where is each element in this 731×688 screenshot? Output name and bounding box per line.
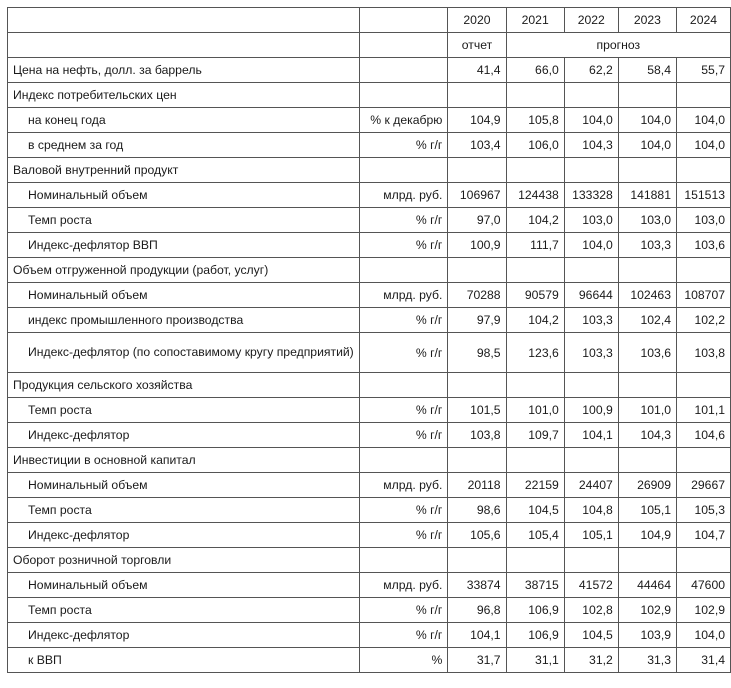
empty-cell bbox=[676, 83, 730, 108]
unit-cell: % г/г bbox=[359, 208, 448, 233]
empty-cell bbox=[676, 258, 730, 283]
value-cell-2023: 102,9 bbox=[618, 598, 676, 623]
value-cell-2024: 31,4 bbox=[676, 648, 730, 673]
value-cell-2021: 111,7 bbox=[506, 233, 564, 258]
value-cell-2020: 97,9 bbox=[448, 308, 506, 333]
value-cell-2022: 103,3 bbox=[564, 333, 618, 373]
empty-cell bbox=[359, 83, 448, 108]
empty-cell bbox=[564, 548, 618, 573]
value-cell-2020: 98,5 bbox=[448, 333, 506, 373]
value-cell-2023: 104,3 bbox=[618, 423, 676, 448]
empty-cell bbox=[506, 83, 564, 108]
value-cell-2021: 106,0 bbox=[506, 133, 564, 158]
value-cell-2023: 31,3 bbox=[618, 648, 676, 673]
value-cell-2022: 104,5 bbox=[564, 623, 618, 648]
empty-cell bbox=[564, 448, 618, 473]
section-title: Инвестиции в основной капитал bbox=[8, 448, 360, 473]
value-cell-2024: 55,7 bbox=[676, 58, 730, 83]
header-row-years bbox=[8, 8, 731, 33]
section-title: Объем отгруженной продукции (работ, услуг) bbox=[8, 258, 360, 283]
section-row bbox=[8, 373, 731, 398]
value-cell-2024: 47600 bbox=[676, 573, 730, 598]
value-cell-2023: 44464 bbox=[618, 573, 676, 598]
indicator-name: Индекс-дефлятор (по сопоставимому кругу предприятий) bbox=[8, 333, 360, 373]
year-header-2021: 2021 bbox=[506, 8, 564, 33]
unit-cell: % г/г bbox=[359, 423, 448, 448]
value-cell-2021: 105,4 bbox=[506, 523, 564, 548]
table-header bbox=[8, 8, 731, 58]
value-cell-2024: 105,3 bbox=[676, 498, 730, 523]
empty-cell bbox=[618, 83, 676, 108]
value-cell-2024: 104,0 bbox=[676, 133, 730, 158]
value-cell-2023: 58,4 bbox=[618, 58, 676, 83]
value-cell-2022: 103,0 bbox=[564, 208, 618, 233]
indicator-name: Индекс-дефлятор bbox=[8, 423, 360, 448]
value-cell-2021: 104,5 bbox=[506, 498, 564, 523]
empty-cell bbox=[448, 158, 506, 183]
table-row bbox=[8, 573, 731, 598]
value-cell-2020: 104,1 bbox=[448, 623, 506, 648]
value-cell-2024: 104,6 bbox=[676, 423, 730, 448]
indicator-name: на конец года bbox=[8, 108, 360, 133]
value-cell-2021: 123,6 bbox=[506, 333, 564, 373]
unit-cell: % г/г bbox=[359, 623, 448, 648]
table-row bbox=[8, 498, 731, 523]
indicator-name: Цена на нефть, долл. за баррель bbox=[8, 58, 360, 83]
value-cell-2020: 96,8 bbox=[448, 598, 506, 623]
table-body bbox=[8, 58, 731, 673]
empty-cell bbox=[618, 548, 676, 573]
unit-cell: % bbox=[359, 648, 448, 673]
unit-cell: млрд. руб. bbox=[359, 473, 448, 498]
value-cell-2020: 20118 bbox=[448, 473, 506, 498]
value-cell-2024: 151513 bbox=[676, 183, 730, 208]
header-unit-cell bbox=[359, 8, 448, 33]
value-cell-2023: 102,4 bbox=[618, 308, 676, 333]
empty-cell bbox=[359, 448, 448, 473]
header-corner-cell bbox=[8, 8, 360, 33]
table-row bbox=[8, 233, 731, 258]
table-row bbox=[8, 333, 731, 373]
value-cell-2020: 98,6 bbox=[448, 498, 506, 523]
indicator-name: Темп роста bbox=[8, 598, 360, 623]
indicator-name: Номинальный объем bbox=[8, 473, 360, 498]
indicator-name: Темп роста bbox=[8, 208, 360, 233]
table-row bbox=[8, 283, 731, 308]
empty-cell bbox=[676, 448, 730, 473]
empty-cell bbox=[564, 373, 618, 398]
value-cell-2021: 38715 bbox=[506, 573, 564, 598]
empty-cell bbox=[618, 448, 676, 473]
value-cell-2023: 103,3 bbox=[618, 233, 676, 258]
empty-cell bbox=[676, 373, 730, 398]
value-cell-2021: 104,2 bbox=[506, 208, 564, 233]
value-cell-2022: 31,2 bbox=[564, 648, 618, 673]
indicator-name: Индекс-дефлятор ВВП bbox=[8, 233, 360, 258]
empty-cell bbox=[506, 448, 564, 473]
year-header-2022: 2022 bbox=[564, 8, 618, 33]
value-cell-2022: 104,0 bbox=[564, 233, 618, 258]
table-row bbox=[8, 58, 731, 83]
value-cell-2021: 31,1 bbox=[506, 648, 564, 673]
unit-cell: млрд. руб. bbox=[359, 283, 448, 308]
year-header-2023: 2023 bbox=[618, 8, 676, 33]
table-row bbox=[8, 183, 731, 208]
indicator-name: Номинальный объем bbox=[8, 283, 360, 308]
value-cell-2020: 41,4 bbox=[448, 58, 506, 83]
section-title: Продукция сельского хозяйства bbox=[8, 373, 360, 398]
indicator-name: Номинальный объем bbox=[8, 183, 360, 208]
table-row bbox=[8, 108, 731, 133]
section-row bbox=[8, 548, 731, 573]
table-row bbox=[8, 648, 731, 673]
unit-cell: млрд. руб. bbox=[359, 183, 448, 208]
value-cell-2020: 31,7 bbox=[448, 648, 506, 673]
value-cell-2023: 104,9 bbox=[618, 523, 676, 548]
value-cell-2020: 101,5 bbox=[448, 398, 506, 423]
unit-cell: % г/г bbox=[359, 523, 448, 548]
value-cell-2023: 103,0 bbox=[618, 208, 676, 233]
value-cell-2022: 133328 bbox=[564, 183, 618, 208]
header-row-type bbox=[8, 33, 731, 58]
unit-cell: % г/г bbox=[359, 233, 448, 258]
value-cell-2024: 101,1 bbox=[676, 398, 730, 423]
value-cell-2023: 104,0 bbox=[618, 108, 676, 133]
empty-cell bbox=[506, 373, 564, 398]
value-cell-2023: 26909 bbox=[618, 473, 676, 498]
empty-cell bbox=[506, 158, 564, 183]
table-row bbox=[8, 523, 731, 548]
unit-cell: % к декабрю bbox=[359, 108, 448, 133]
empty-cell bbox=[448, 548, 506, 573]
empty-cell bbox=[359, 548, 448, 573]
value-cell-2023: 103,9 bbox=[618, 623, 676, 648]
value-cell-2021: 104,2 bbox=[506, 308, 564, 333]
empty-cell bbox=[359, 373, 448, 398]
unit-cell: % г/г bbox=[359, 498, 448, 523]
value-cell-2024: 29667 bbox=[676, 473, 730, 498]
value-cell-2024: 103,6 bbox=[676, 233, 730, 258]
section-row bbox=[8, 448, 731, 473]
value-cell-2022: 24407 bbox=[564, 473, 618, 498]
value-cell-2021: 106,9 bbox=[506, 598, 564, 623]
value-cell-2022: 104,0 bbox=[564, 108, 618, 133]
table-row bbox=[8, 598, 731, 623]
empty-cell bbox=[359, 158, 448, 183]
value-cell-2022: 103,3 bbox=[564, 308, 618, 333]
unit-cell: млрд. руб. bbox=[359, 573, 448, 598]
table-row bbox=[8, 623, 731, 648]
value-cell-2022: 100,9 bbox=[564, 398, 618, 423]
value-cell-2024: 104,0 bbox=[676, 108, 730, 133]
indicator-name: к ВВП bbox=[8, 648, 360, 673]
value-cell-2020: 97,0 bbox=[448, 208, 506, 233]
value-cell-2021: 22159 bbox=[506, 473, 564, 498]
table-row bbox=[8, 208, 731, 233]
empty-cell bbox=[618, 258, 676, 283]
empty-cell bbox=[506, 548, 564, 573]
value-cell-2021: 66,0 bbox=[506, 58, 564, 83]
unit-cell bbox=[359, 58, 448, 83]
unit-cell: % г/г bbox=[359, 398, 448, 423]
value-cell-2020: 100,9 bbox=[448, 233, 506, 258]
header-unit-cell bbox=[359, 33, 448, 58]
empty-cell bbox=[359, 258, 448, 283]
empty-cell bbox=[448, 83, 506, 108]
value-cell-2021: 101,0 bbox=[506, 398, 564, 423]
unit-cell: % г/г bbox=[359, 133, 448, 158]
value-cell-2022: 62,2 bbox=[564, 58, 618, 83]
value-cell-2024: 102,9 bbox=[676, 598, 730, 623]
section-row bbox=[8, 258, 731, 283]
empty-cell bbox=[564, 158, 618, 183]
value-cell-2023: 105,1 bbox=[618, 498, 676, 523]
value-cell-2020: 70288 bbox=[448, 283, 506, 308]
value-cell-2021: 106,9 bbox=[506, 623, 564, 648]
empty-cell bbox=[676, 548, 730, 573]
table-row bbox=[8, 398, 731, 423]
forecast-table bbox=[7, 7, 731, 673]
value-cell-2022: 104,8 bbox=[564, 498, 618, 523]
value-cell-2021: 109,7 bbox=[506, 423, 564, 448]
empty-cell bbox=[676, 158, 730, 183]
empty-cell bbox=[564, 258, 618, 283]
table-row bbox=[8, 308, 731, 333]
empty-cell bbox=[448, 448, 506, 473]
value-cell-2020: 105,6 bbox=[448, 523, 506, 548]
empty-cell bbox=[448, 258, 506, 283]
value-cell-2021: 105,8 bbox=[506, 108, 564, 133]
value-cell-2024: 103,8 bbox=[676, 333, 730, 373]
value-cell-2023: 102463 bbox=[618, 283, 676, 308]
section-row bbox=[8, 83, 731, 108]
header-corner-cell bbox=[8, 33, 360, 58]
empty-cell bbox=[618, 373, 676, 398]
indicator-name: Темп роста bbox=[8, 498, 360, 523]
value-cell-2022: 96644 bbox=[564, 283, 618, 308]
value-cell-2024: 104,7 bbox=[676, 523, 730, 548]
section-row bbox=[8, 158, 731, 183]
value-cell-2020: 33874 bbox=[448, 573, 506, 598]
value-cell-2020: 106967 bbox=[448, 183, 506, 208]
section-title: Оборот розничной торговли bbox=[8, 548, 360, 573]
forecast-label: прогноз bbox=[506, 33, 730, 58]
empty-cell bbox=[448, 373, 506, 398]
empty-cell bbox=[618, 158, 676, 183]
value-cell-2021: 90579 bbox=[506, 283, 564, 308]
unit-cell: % г/г bbox=[359, 598, 448, 623]
table-row bbox=[8, 473, 731, 498]
value-cell-2024: 108707 bbox=[676, 283, 730, 308]
value-cell-2022: 104,3 bbox=[564, 133, 618, 158]
value-cell-2022: 102,8 bbox=[564, 598, 618, 623]
value-cell-2022: 105,1 bbox=[564, 523, 618, 548]
empty-cell bbox=[506, 258, 564, 283]
value-cell-2023: 103,6 bbox=[618, 333, 676, 373]
value-cell-2020: 104,9 bbox=[448, 108, 506, 133]
value-cell-2020: 103,4 bbox=[448, 133, 506, 158]
value-cell-2021: 124438 bbox=[506, 183, 564, 208]
value-cell-2023: 141881 bbox=[618, 183, 676, 208]
unit-cell: % г/г bbox=[359, 308, 448, 333]
section-title: Индекс потребительских цен bbox=[8, 83, 360, 108]
value-cell-2020: 103,8 bbox=[448, 423, 506, 448]
table-row bbox=[8, 423, 731, 448]
value-cell-2024: 104,0 bbox=[676, 623, 730, 648]
year-header-2020: 2020 bbox=[448, 8, 506, 33]
value-cell-2022: 41572 bbox=[564, 573, 618, 598]
value-cell-2022: 104,1 bbox=[564, 423, 618, 448]
year-header-2024: 2024 bbox=[676, 8, 730, 33]
indicator-name: в среднем за год bbox=[8, 133, 360, 158]
value-cell-2023: 104,0 bbox=[618, 133, 676, 158]
value-cell-2023: 101,0 bbox=[618, 398, 676, 423]
value-cell-2024: 103,0 bbox=[676, 208, 730, 233]
unit-cell: % г/г bbox=[359, 333, 448, 373]
section-title: Валовой внутренний продукт bbox=[8, 158, 360, 183]
empty-cell bbox=[564, 83, 618, 108]
indicator-name: Номинальный объем bbox=[8, 573, 360, 598]
table-row bbox=[8, 133, 731, 158]
indicator-name: Индекс-дефлятор bbox=[8, 523, 360, 548]
indicator-name: Темп роста bbox=[8, 398, 360, 423]
indicator-name: индекс промышленного производства bbox=[8, 308, 360, 333]
indicator-name: Индекс-дефлятор bbox=[8, 623, 360, 648]
report-label: отчет bbox=[448, 33, 506, 58]
value-cell-2024: 102,2 bbox=[676, 308, 730, 333]
